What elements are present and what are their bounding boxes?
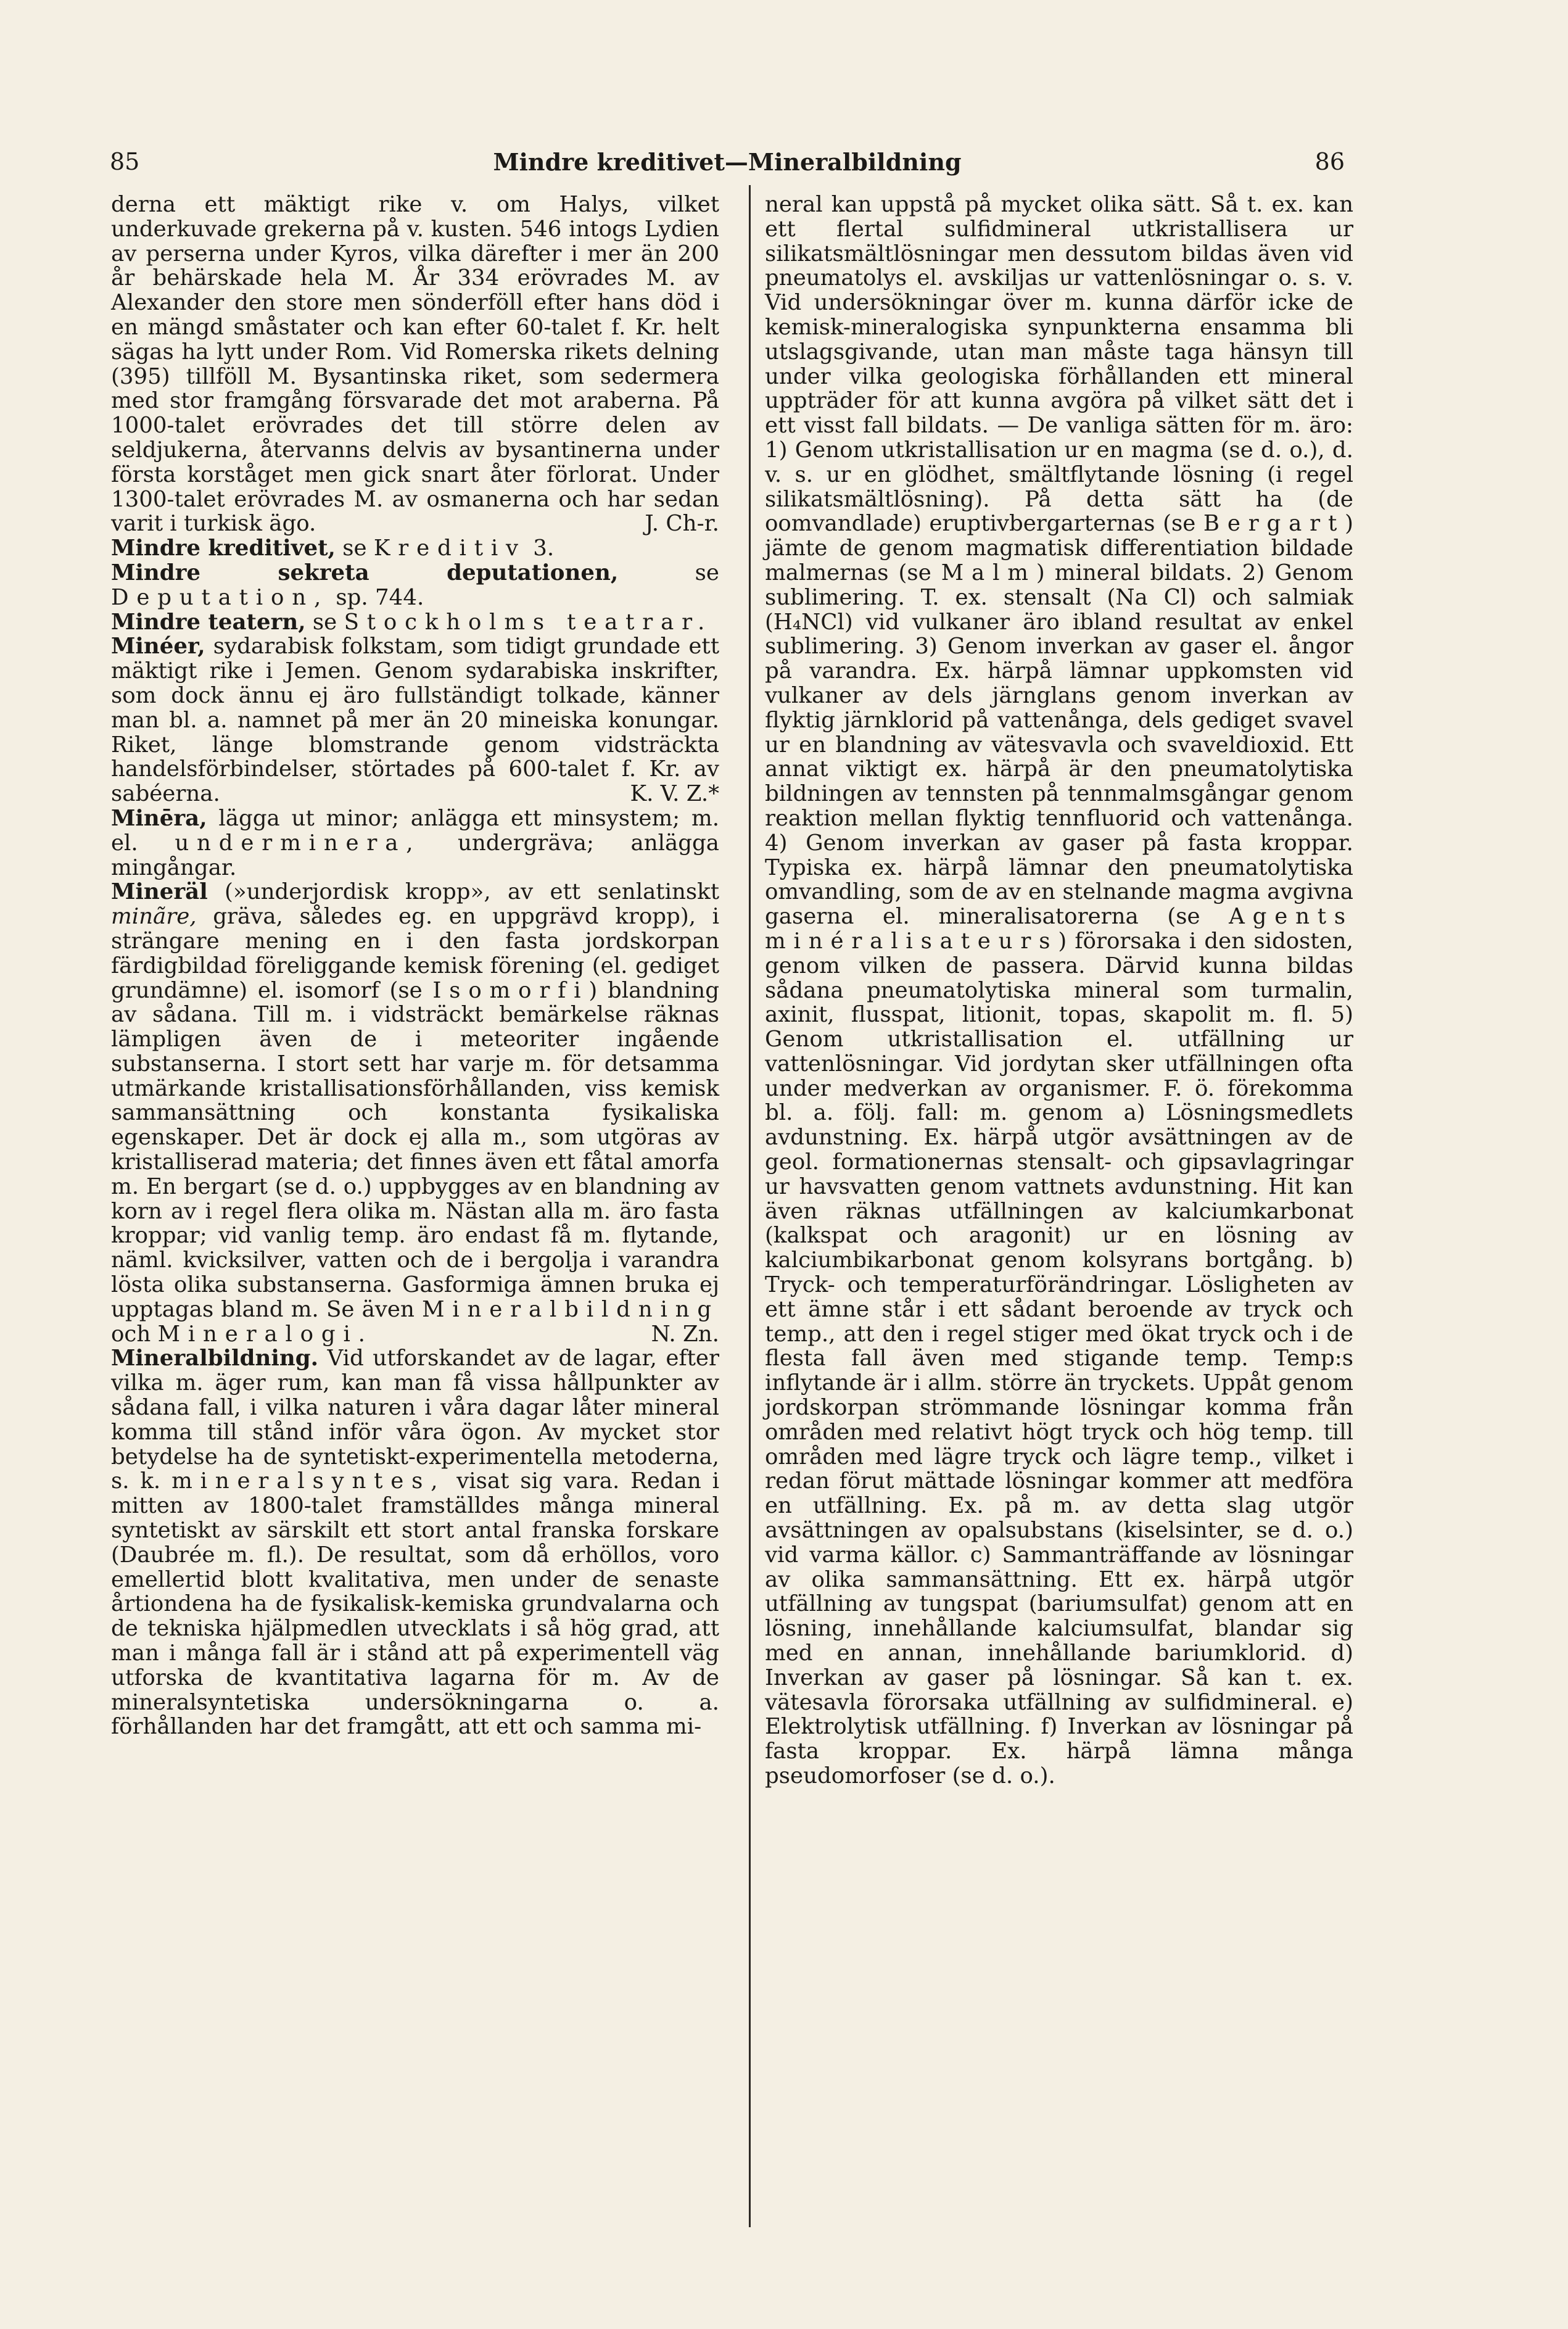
cross-reference: Kreditiv — [373, 536, 526, 561]
column-divider — [749, 185, 751, 2227]
header-title: Mindre kreditivet—Mineralbildning — [493, 148, 962, 176]
entry-head: Minéer, — [111, 634, 205, 660]
running-header — [110, 148, 1345, 185]
page-number-left: 85 — [110, 148, 140, 175]
entry-head: Mineralbildning. — [111, 1346, 319, 1371]
entry-head: Minēra, — [111, 805, 207, 831]
cross-reference: Deputation, — [111, 584, 329, 610]
entry-mindre-kreditivet: Mindre kreditivet, se Kreditiv 3. — [111, 536, 555, 561]
entry-head: Mindre sekreta deputationen, — [111, 560, 619, 585]
entry-minera: Minēra, lägga ut minor; anlägga ett minsystem; m. el. underminera, undergräva; anlägga mingångar. — [111, 805, 719, 880]
entry-head: Mindre kreditivet, — [111, 536, 336, 561]
entry-mineralbildning: Mineralbildning. Vid utforskandet av de lagar, efter vilka m. äger rum, kan man få vissa hållpunkter av sådana fall, i vilka naturen i våra dagar låter mineral komma till stånd inför våra ögon. Av mycket stor betydelse ha de syntetiskt-experimentella metoderna, s. k. mineralsyntes, visat sig vara. Redan i mitten av 1800-talet framställdes många mineral syntetiskt av särskilt ett stort antal franska forskare (Daubrée m. fl.). De resultat, som då erhöllos, voro emellertid blott kvalitativa, men under de senaste årtiondena ha de fysikalisk-kemiska grundvalarna och de tekniska hjälpmedlen utvecklats i så hög grad, att man i många fall är i stånd att på experimentell väg utforska de kvantitativa lagarna för m. Av de mineralsyntetiska undersökningarna o. a. förhållanden har det framgått, att ett och samma mi- — [111, 1346, 720, 1740]
cross-reference: underminera, — [175, 830, 421, 856]
cross-reference: Bergart — [1203, 511, 1345, 537]
entry-continuation: derna ett mäktigt rike v. om Halys, vilket underkuvade grekerna på v. kusten. 546 intogs Lydien av perserna under Kyros, vilka därefter i mer än 200 år behärskade hela M. År 334 erövrades M. av Alexander den store men sönderföll efter hans död i en mängd småstater och kan efter 60-talet f. Kr. helt sägas ha lytt under Rom. Vid Romerska rikets delning (395) tillföll M. Bysantinska riket, som sedermera med stor framgång försvarade det mot araberna. På 1000-talet erövrades det till större delen av seldjukerna, återvanns delvis av bysantinerna under första korståget men gick snart åter förlorat. Under 1300-talet erövrades M. av osmanerna och har sedan varit i turkisk ägo. J. Ch-r. — [111, 192, 719, 537]
entry-head: Mineräl — [111, 879, 208, 905]
page-number-right: 86 — [1314, 148, 1345, 175]
left-column — [111, 192, 719, 1739]
entry-mindre-teatern: Mindre teatern, se Stockholms teatrar. — [111, 609, 713, 635]
entry-mineer: Minéer, sydarabisk folkstam, som tidigt grundade ett mäktigt rike i Jemen. Genom sydarabiska inskrifter, som dock ännu ej äro fullständigt tolkade, känner man bl. a. namnet på mer än 20 mineiska konungar. Riket, länge blomstrande genom vidsträckta handelsförbindelser, störtades på 600-talet f. Kr. av sabéerna. K. V. Z.* — [111, 634, 720, 807]
entry-mineralbildning-continued: neral kan uppstå på mycket olika sätt. Så t. ex. kan ett flertal sulfidmineral utkristallisera ur silikatsmältlösningar men dessutom bildas även vid pneumatolys el. avskiljas ur vattenlösningar o. s. v. Vid undersökningar över m. kunna därför icke de kemisk-mineralogiska synpunkterna ensamma bli utslagsgivande, utan man måste taga hänsyn till under vilka geologiska förhållanden ett mineral uppträder för att kunna avgöra på vilket sätt det i ett visst fall bildats. — De vanliga sätten för m. äro: 1) Genom utkristallisation ur en magma (se d. o.), d. v. s. ur en glödhet, smältflytande lösning (i regel silikatsmältlösning). På detta sätt ha (de oomvandlade) eruptivbergarternas (se Bergart) jämte de genom magmatisk differentiation bildade malmernas (se Malm) mineral bildats. 2) Genom sublimering. T. ex. stensalt (Na Cl) och salmiak (H₄NCl) vid vulkaner äro ibland resultat av enkel sublimering. 3) Genom inverkan av gaser el. ångor på varandra. Ex. härpå lämnar uppkomsten vid vulkaner av dels järnglans genom inverkan av flyktig järnklorid på vattenånga, dels gediget svavel ur en blandning av vätesvavla och svaveldioxid. Ett annat viktigt ex. härpå är den pneumatolytiska bildningen av tennsten på tennmalmsgångar genom reaktion mellan flyktig tennfluorid och vattenånga. 4) Genom inverkan av gaser på fasta kroppar. Typiska ex. härpå lämnar den pneumatolytiska omvandling, som de av en stelnande magma avgivna gaserna el. mineralisatorerna (se Agents minéralisateurs) förorsaka i den sidosten, genom vilken de passera. Därvid kunna bildas sådana pneumatolytiska mineral som turmalin, axinit, flusspat, litionit, topas, skapolit m. fl. 5) Genom utkristallisation el. utfällning ur vattenlösningar. Vid jordytan sker utfällningen ofta under medverkan av organismer. F. ö. förekomma bl. a. följ. fall: m. genom a) Lösningsmedlets avdunstning. Ex. härpå utgör avsättningen av de geol. formationernas stensalt- och gipsavlagringar ur havsvatten genom vattnets avdunstning. Hit kan även räknas utfällningen av kalciumkarbonat (kalkspat och aragonit) ur en lösning av kalciumbikarbonat genom kolsyrans bortgång. b) Tryck- och temperaturförändringar. Lösligheten av ett ämne står i ett sådant beroende av tryck och temp., att den i regel stiger med ökat tryck och i de flesta fall även med stigande temp. Temp:s inflytande är i allm. större än tryckets. Uppåt genom jordskorpan strömmande lösningar komma från områden med relativt högt tryck och hög temp. till områden med lägre tryck och lägre temp., vilket i redan förut mättade lösningar kommer att medföra en utfällning. Ex. på m. av detta slag utgör avsättningen av opalsubstans (kiselsinter, se d. o.) vid varma källor. c) Sammanträffande av lösningar av olika sammansättning. Ett ex. härpå utgör utfällning av tungspat (bariumsulfat) genom att en lösning, innehållande kalciumsulfat, blandar sig med en annan, innehållande bariumklorid. d) Inverkan av gaser på lösningar. Så kan t. ex. vätesavla förorsaka utfällning av sulfidmineral. e) Elektrolytisk utfällning. f) Inverkan av lösningar på fasta kroppar. Ex. härpå lämna många pseudomorfoser (se d. o.). — [765, 192, 1354, 1789]
cross-reference: Mineralbildning — [422, 1296, 719, 1322]
right-column — [765, 192, 1353, 1789]
signature: J. Ch-r. — [645, 511, 719, 537]
entry-mindre-sekreta-deputationen: Mindre sekreta deputationen, se Deputation, sp. 744. — [111, 560, 719, 610]
cross-reference: Isomorfi — [432, 977, 589, 1003]
signature: K. V. Z.* — [630, 781, 719, 807]
cross-reference: Malm — [941, 560, 1036, 585]
cross-reference: Agents minéralisateurs — [765, 904, 1353, 954]
entry-mineral: Mineräl (»underjordisk kropp», av ett senlatinskt minãre, gräva, således eg. en uppgrävd kropp), i strängare mening en i den fasta jordskorpan färdigbildad föreliggande kemisk förening (el. gediget grundämne) el. isomorf (se Isomorfi) blandning av sådana. Till m. i vidsträckt bemärkelse räknas lämpligen även de i meteoriter ingående substanserna. I stort sett har varje m. för detsamma utmärkande kristallisationsförhållanden, viss kemisk sammansättning och konstanta fysikaliska egenskaper. Det är dock ej alla m., som utgöras av kristalliserad materia; det finnes även ett fåtal amorfa m. En bergart (se d. o.) uppbygges av en blandning av korn av i regel flera olika m. Nästan alla m. äro fasta kroppar; vid vanlig temp. äro endast få m. flytande, näml. kvicksilver, vatten och de i bergolja i varandra lösta olika substanserna. Gasformiga ämnen bruka ej upptagas bland m. Se även Mineralbildning och Mineralogi. N. Zn. — [111, 879, 720, 1347]
cross-reference: mineralsyntes, — [171, 1468, 446, 1494]
signature: N. Zn. — [651, 1321, 719, 1347]
cross-reference: Mineralogi. — [157, 1321, 373, 1347]
entry-head: Mindre teatern, — [111, 609, 306, 635]
cross-reference: Stockholms teatrar. — [344, 609, 713, 635]
